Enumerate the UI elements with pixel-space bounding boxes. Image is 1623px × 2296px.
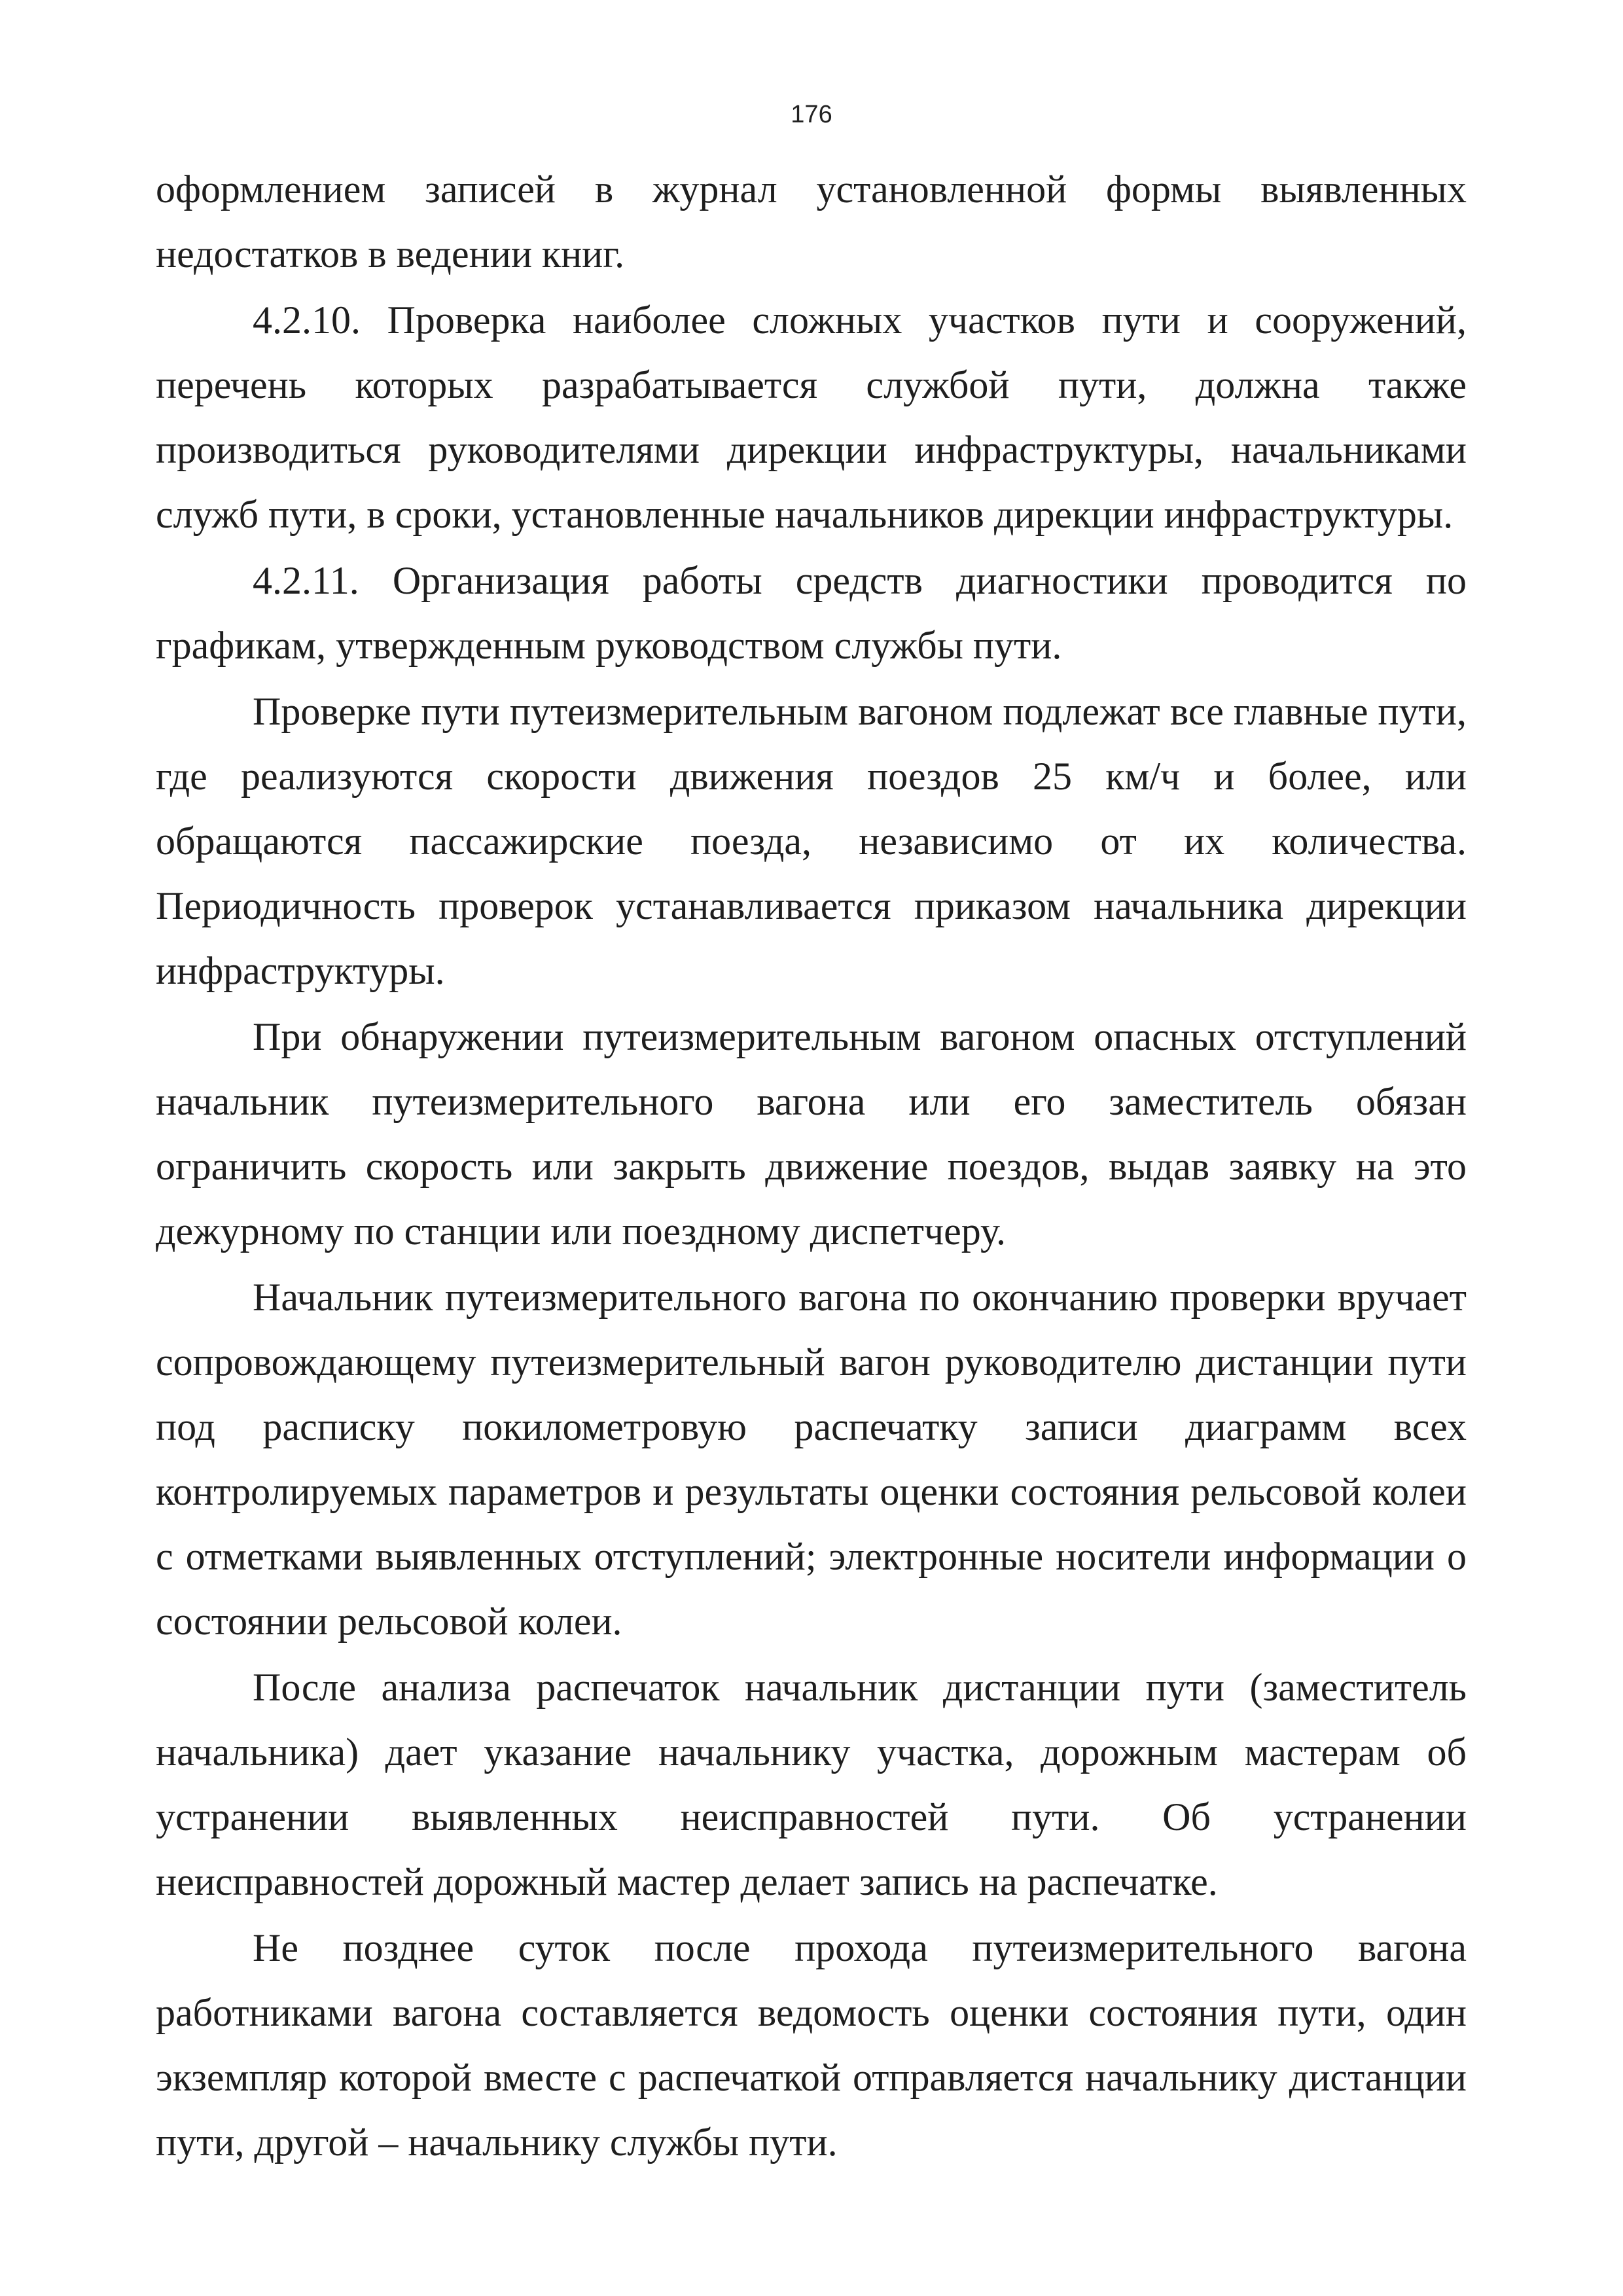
page-number: 176: [791, 101, 832, 128]
paragraph-dangerous-deviations: При обнаружении путеизмерительным вагоном опасных отступлений начальник путеизмерительного вагона или его заместитель обязан ограничить скорость или закрыть движение поездов, выдав заявку на это дежурному по станции или поездному диспетчеру.: [156, 1015, 1467, 1253]
paragraph-track-inspection: Проверке пути путеизмерительным вагоном подлежат все главные пути, где реализуются скорости движения поездов 25 км/ч и более, или обращаются пассажирские поезда, независимо от их количества. Периодичность проверок устанавливается приказом начальника дирекции инфраструктуры.: [156, 690, 1467, 992]
paragraph-4-2-11: 4.2.11. Организация работы средств диагностики проводится по графикам, утвержденным руководством службы пути.: [156, 559, 1467, 667]
paragraph-4-2-10: 4.2.10. Проверка наиболее сложных участков пути и сооружений, перечень которых разрабатывается службой пути, должна также производиться руководителями дирекции инфраструктуры, начальниками служб пути, в сроки, установленные начальников дирекции инфраструктуры.: [156, 298, 1467, 536]
document-body: [156, 157, 1467, 2176]
paragraph-printout-handover: Начальник путеизмерительного вагона по окончанию проверки вручает сопровождающему путеизмерительный вагон руководителю дистанции пути под расписку покилометровую распечатку записи диаграмм всех контролируемых параметров и результаты оценки состояния рельсовой колеи с отметками выявленных отступлений; электронные носители информации о состоянии рельсовой колеи.: [156, 1276, 1467, 1643]
paragraph-continued: оформлением записей в журнал установленной формы выявленных недостатков в ведении книг.: [156, 168, 1467, 276]
paragraph-assessment-statement: Не позднее суток после прохода путеизмерительного вагона работниками вагона составляется ведомость оценки состояния пути, один экземпляр которой вместе с распечаткой отправляется начальнику дистанции пути, другой – начальнику службы пути.: [156, 1926, 1467, 2164]
paragraph-printout-analysis: После анализа распечаток начальник дистанции пути (заместитель начальника) дает указание начальнику участка, дорожным мастерам об устранении выявленных неисправностей пути. Об устранении неисправностей дорожный мастер делает запись на распечатке.: [156, 1666, 1467, 1903]
